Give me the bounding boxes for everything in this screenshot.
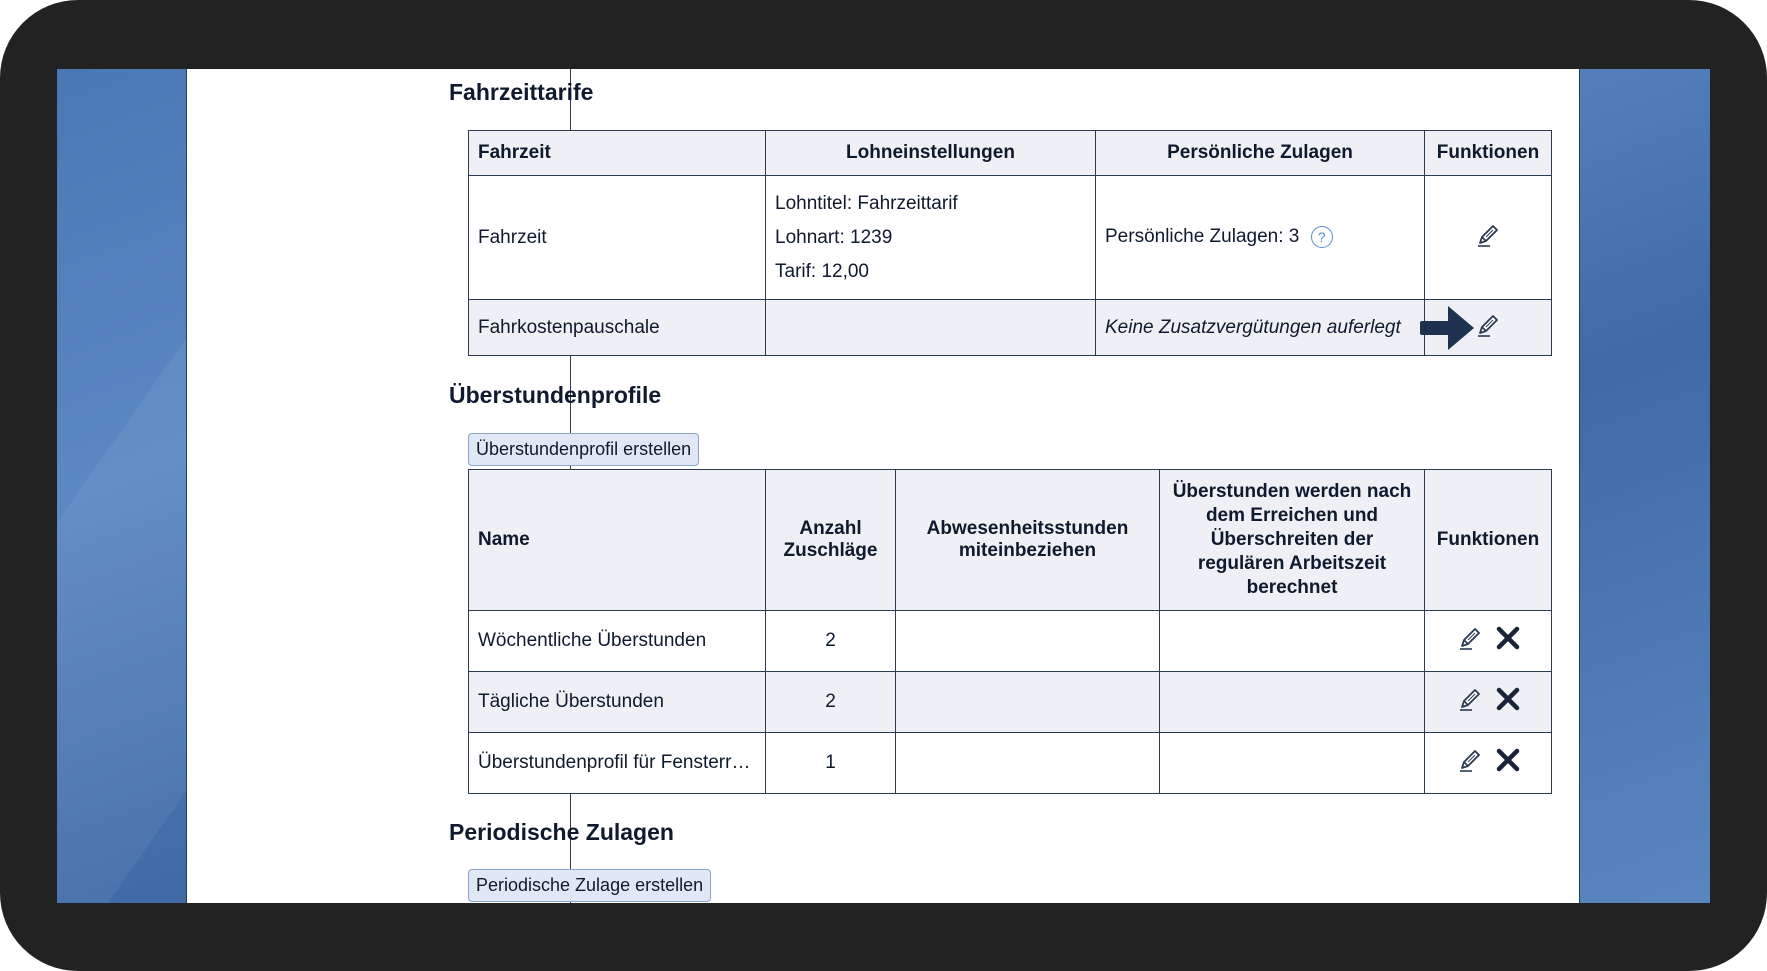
- col-header-funktionen: Funktionen: [1425, 470, 1552, 611]
- create-ueberstundenprofil-button[interactable]: Überstundenprofil erstellen: [468, 433, 699, 466]
- delete-button[interactable]: [1496, 687, 1520, 717]
- tarif: Tarif: 12,00: [775, 260, 869, 282]
- row-abwesenheit: [896, 733, 1160, 794]
- zulagen-text: Persönliche Zulagen: 3: [1105, 226, 1300, 248]
- row-functions: [1425, 672, 1552, 733]
- create-periodische-zulage-button[interactable]: Periodische Zulage erstellen: [468, 869, 711, 902]
- edit-button[interactable]: [1456, 685, 1484, 719]
- col-header-name: Name: [469, 470, 766, 611]
- row-count: 1: [766, 733, 896, 794]
- row-count: 2: [766, 611, 896, 672]
- col-header-zulagen: Persönliche Zulagen: [1096, 131, 1425, 176]
- fahrzeit-table: [468, 130, 1552, 356]
- edit-button[interactable]: [1474, 221, 1502, 255]
- section-title-ueberstundenprofile: Überstundenprofile: [449, 382, 662, 408]
- close-icon: [1496, 626, 1520, 650]
- lohnart: Lohnart: 1239: [775, 226, 893, 248]
- section-title-fahrzeittarife: Fahrzeittarife: [449, 79, 594, 105]
- table-row: [469, 611, 1552, 672]
- row-abwesenheit: [896, 611, 1160, 672]
- lohntitel: Lohntitel: Fahrzeittarif: [775, 192, 958, 214]
- col-header-lohneinstellungen: Lohneinstellungen: [766, 131, 1096, 176]
- row-abwesenheit: [896, 672, 1160, 733]
- edit-button[interactable]: [1474, 311, 1502, 345]
- pencil-icon: [1474, 221, 1502, 249]
- row-functions: [1425, 176, 1552, 300]
- pencil-icon: [1456, 746, 1484, 774]
- col-header-fahrzeit: Fahrzeit: [469, 131, 766, 176]
- row-berechnung: [1160, 733, 1425, 794]
- pencil-icon: [1474, 311, 1502, 339]
- table-row: [469, 672, 1552, 733]
- row-name: Fahrzeit: [469, 176, 766, 300]
- row-lohneinstellungen: [766, 176, 1096, 300]
- row-berechnung: [1160, 672, 1425, 733]
- row-name: Fahrkostenpauschale: [469, 300, 766, 356]
- table-row: [469, 176, 1552, 300]
- close-icon: [1496, 748, 1520, 772]
- delete-button[interactable]: [1496, 748, 1520, 778]
- section-title-periodische-zulagen: Periodische Zulagen: [449, 819, 674, 845]
- row-zulagen: [1096, 176, 1425, 300]
- pencil-icon: [1456, 624, 1484, 652]
- row-count: 2: [766, 672, 896, 733]
- col-header-abwesenheit: Abwesenheitsstunden miteinbeziehen: [896, 470, 1160, 611]
- row-lohneinstellungen: [766, 300, 1096, 356]
- close-icon: [1496, 687, 1520, 711]
- row-name: Überstundenprofil für Fensterr…: [469, 733, 766, 794]
- col-header-funktionen: Funktionen: [1425, 131, 1552, 176]
- ueberstunden-table: [468, 469, 1552, 794]
- delete-button[interactable]: [1496, 626, 1520, 656]
- row-functions: [1425, 611, 1552, 672]
- row-name: Tägliche Überstunden: [469, 672, 766, 733]
- zulagen-text: Keine Zusatzvergütungen auferlegt: [1105, 316, 1401, 338]
- edit-button[interactable]: [1456, 746, 1484, 780]
- table-row: [469, 733, 1552, 794]
- col-header-anzahl: Anzahl Zuschläge: [766, 470, 896, 611]
- row-berechnung: [1160, 611, 1425, 672]
- row-name: Wöchentliche Überstunden: [469, 611, 766, 672]
- col-header-berechnung: Überstunden werden nach dem Erreichen und Überschreiten der regulären Arbeitszeit berechnet: [1160, 470, 1425, 611]
- arrow-right-icon: [1420, 304, 1476, 352]
- row-zulagen: [1096, 300, 1425, 356]
- table-row: [469, 300, 1552, 356]
- row-functions: [1425, 733, 1552, 794]
- pencil-icon: [1456, 685, 1484, 713]
- help-icon[interactable]: ?: [1311, 226, 1333, 248]
- edit-button[interactable]: [1456, 624, 1484, 658]
